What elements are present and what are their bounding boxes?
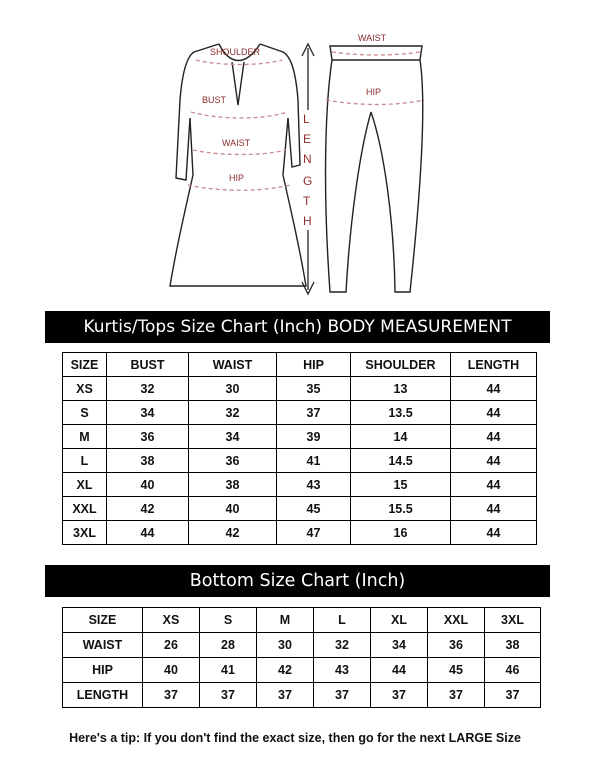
table-cell: 34 — [371, 633, 428, 658]
table-cell: 15.5 — [351, 497, 451, 521]
bottom-chart-title: Bottom Size Chart (Inch) — [45, 565, 550, 597]
length-letter-g: G — [303, 174, 313, 188]
shoulder-label: SHOULDER — [210, 47, 261, 57]
table-cell: 37 — [257, 683, 314, 708]
header-cell: XL — [371, 608, 428, 633]
table-cell: 47 — [277, 521, 351, 545]
table-cell: 37 — [277, 401, 351, 425]
table-cell: 44 — [451, 449, 537, 473]
length-arrow — [301, 44, 315, 294]
table-cell: 44 — [451, 497, 537, 521]
bust-label: BUST — [202, 95, 227, 105]
header-cell: BUST — [107, 353, 189, 377]
tops-size-table — [62, 352, 537, 545]
table-cell: 42 — [189, 521, 277, 545]
table-cell: 44 — [451, 401, 537, 425]
table-cell: 42 — [257, 658, 314, 683]
table-cell: XL — [63, 473, 107, 497]
header-cell: XXL — [428, 608, 485, 633]
table-cell: 36 — [107, 425, 189, 449]
tops-chart-title: Kurtis/Tops Size Chart (Inch) BODY MEASUREMENT — [45, 311, 550, 343]
table-cell: 45 — [277, 497, 351, 521]
table-header-row — [63, 608, 541, 633]
length-letter-l: L — [303, 112, 310, 126]
table-cell: 44 — [371, 658, 428, 683]
table-cell: 28 — [200, 633, 257, 658]
table-cell: 3XL — [63, 521, 107, 545]
table-cell: 42 — [107, 497, 189, 521]
table-cell: 13 — [351, 377, 451, 401]
table-cell: 40 — [143, 658, 200, 683]
header-cell: SHOULDER — [351, 353, 451, 377]
table-cell: HIP — [63, 658, 143, 683]
table-row — [63, 401, 537, 425]
length-letter-n: N — [303, 152, 312, 166]
hip-label: HIP — [229, 173, 245, 183]
header-cell: SIZE — [63, 353, 107, 377]
table-cell: 44 — [451, 473, 537, 497]
table-cell: 37 — [143, 683, 200, 708]
table-row — [63, 633, 541, 658]
table-cell: 38 — [107, 449, 189, 473]
table-cell: 30 — [257, 633, 314, 658]
table-cell: 46 — [485, 658, 541, 683]
table-cell: 40 — [189, 497, 277, 521]
table-cell: 36 — [428, 633, 485, 658]
table-row — [63, 658, 541, 683]
table-cell: 30 — [189, 377, 277, 401]
header-cell: S — [200, 608, 257, 633]
table-header-row — [63, 353, 537, 377]
table-row — [63, 449, 537, 473]
length-letter-h: H — [303, 214, 312, 228]
waist-label: WAIST — [222, 138, 251, 148]
pants-drawing — [326, 46, 424, 292]
table-cell: 44 — [451, 377, 537, 401]
table-cell: 26 — [143, 633, 200, 658]
header-cell: HIP — [277, 353, 351, 377]
table-cell: 45 — [428, 658, 485, 683]
bottom-size-table — [62, 607, 541, 708]
table-cell: 37 — [200, 683, 257, 708]
table-cell: 14 — [351, 425, 451, 449]
table-cell: 37 — [428, 683, 485, 708]
header-cell: M — [257, 608, 314, 633]
header-cell: 3XL — [485, 608, 541, 633]
table-row — [63, 377, 537, 401]
header-cell: LENGTH — [451, 353, 537, 377]
table-cell: LENGTH — [63, 683, 143, 708]
length-letter-t: T — [303, 194, 311, 208]
table-cell: 15 — [351, 473, 451, 497]
table-cell: XXL — [63, 497, 107, 521]
table-cell: 43 — [277, 473, 351, 497]
table-cell: 40 — [107, 473, 189, 497]
kurti-drawing — [170, 44, 306, 286]
table-cell: 41 — [200, 658, 257, 683]
table-cell: 44 — [451, 521, 537, 545]
table-cell: 37 — [485, 683, 541, 708]
table-cell: 44 — [107, 521, 189, 545]
table-cell: 35 — [277, 377, 351, 401]
table-cell: 32 — [189, 401, 277, 425]
table-cell: 37 — [314, 683, 371, 708]
header-cell: L — [314, 608, 371, 633]
table-cell: 32 — [314, 633, 371, 658]
header-cell: WAIST — [189, 353, 277, 377]
table-cell: M — [63, 425, 107, 449]
table-cell: 44 — [451, 425, 537, 449]
table-cell: 41 — [277, 449, 351, 473]
table-cell: 36 — [189, 449, 277, 473]
pants-waist-label: WAIST — [358, 33, 387, 43]
table-cell: WAIST — [63, 633, 143, 658]
header-cell: XS — [143, 608, 200, 633]
table-row — [63, 683, 541, 708]
table-cell: 14.5 — [351, 449, 451, 473]
header-cell: SIZE — [63, 608, 143, 633]
table-cell: 38 — [189, 473, 277, 497]
table-row — [63, 425, 537, 449]
table-cell: 34 — [189, 425, 277, 449]
table-cell: 38 — [485, 633, 541, 658]
table-cell: 34 — [107, 401, 189, 425]
table-cell: 16 — [351, 521, 451, 545]
garment-illustration — [0, 0, 590, 305]
table-cell: 13.5 — [351, 401, 451, 425]
size-tip: Here's a tip: If you don't find the exact size, then go for the next LARGE Size — [69, 731, 521, 745]
table-cell: S — [63, 401, 107, 425]
table-row — [63, 497, 537, 521]
table-row — [63, 473, 537, 497]
table-cell: 32 — [107, 377, 189, 401]
table-cell: 39 — [277, 425, 351, 449]
table-cell: L — [63, 449, 107, 473]
table-cell: 37 — [371, 683, 428, 708]
table-cell: 43 — [314, 658, 371, 683]
pants-hip-label: HIP — [366, 87, 382, 97]
length-letter-e: E — [303, 132, 312, 146]
table-cell: XS — [63, 377, 107, 401]
table-row — [63, 521, 537, 545]
